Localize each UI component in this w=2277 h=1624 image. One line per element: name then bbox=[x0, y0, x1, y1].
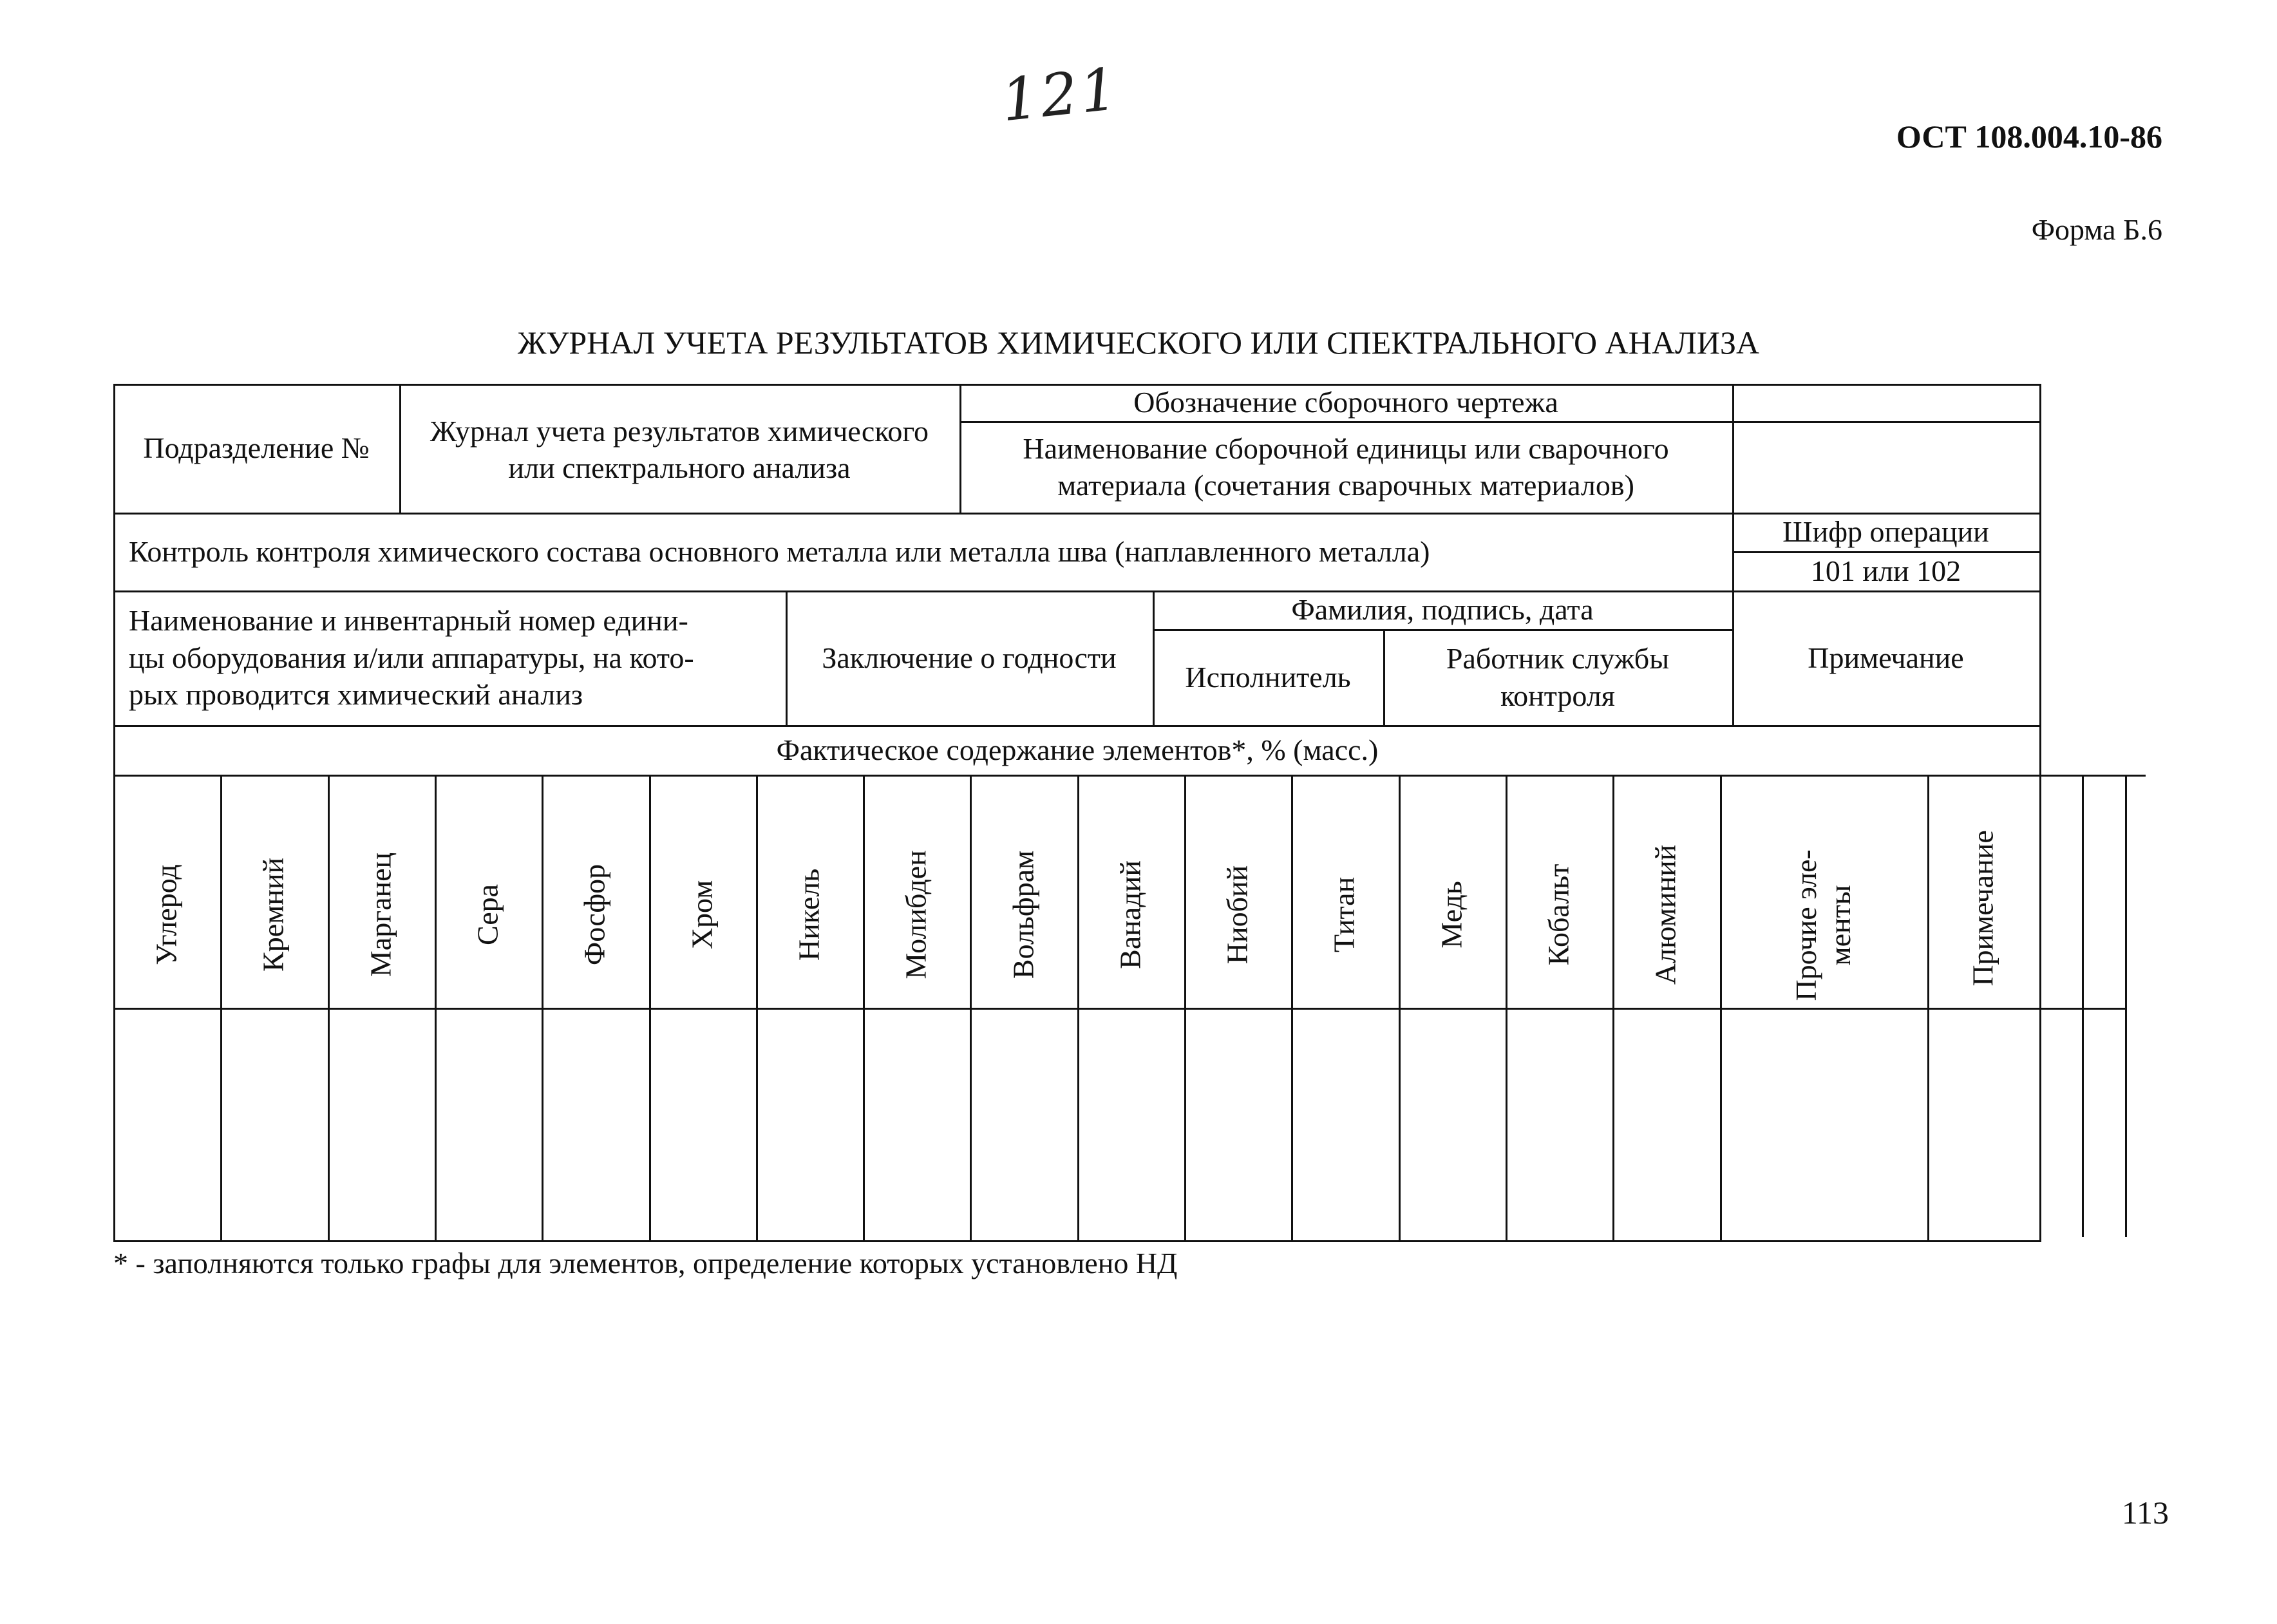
element-value-cell[interactable] bbox=[542, 1008, 648, 1240]
element-value-cell[interactable] bbox=[1612, 1008, 1719, 1240]
element-value-cell[interactable] bbox=[970, 1008, 1077, 1240]
element-value-cell[interactable] bbox=[1399, 1008, 1506, 1240]
elements-note-column: Примечание bbox=[1966, 830, 1999, 987]
element-column-8: Молибден bbox=[899, 850, 932, 979]
element-value-cell[interactable] bbox=[1927, 1008, 2039, 1240]
journal-name-cell: Журнал учета результатов химического или спектрального анализа bbox=[430, 414, 929, 484]
assembly-drawing-value[interactable] bbox=[1732, 384, 2039, 421]
control-worker-cell: Работник службы контроля bbox=[1446, 642, 1670, 712]
assembly-name-cell: Наименование сборочной единицы или сварочного материала (сочетания сварочных материалов) bbox=[1023, 431, 1669, 502]
operation-code-label: Шифр операции bbox=[1782, 515, 1989, 549]
element-column-12: Титан bbox=[1327, 876, 1361, 953]
element-value-cell[interactable] bbox=[1506, 1008, 1612, 1240]
handwritten-page-number: 121 bbox=[998, 55, 1123, 135]
assembly-name-value[interactable] bbox=[1732, 421, 2039, 513]
element-column-9: Вольфрам bbox=[1006, 850, 1040, 979]
element-column-4: Сера bbox=[471, 883, 504, 945]
element-value-cell[interactable] bbox=[220, 1008, 327, 1240]
element-value-cell[interactable] bbox=[1184, 1008, 1291, 1240]
element-column-13: Медь bbox=[1435, 881, 1468, 949]
conclusion-cell: Заключение о годности bbox=[822, 641, 1117, 674]
assembly-drawing-cell: Обозначение сборочного чертежа bbox=[1133, 386, 1558, 419]
subdivision-cell: Подразделение № bbox=[143, 431, 370, 465]
element-value-cell[interactable] bbox=[435, 1008, 542, 1240]
other-elements-line: Прочие эле- bbox=[1789, 849, 1822, 1001]
performer-cell: Исполнитель bbox=[1185, 660, 1351, 694]
element-column-5: Фосфор bbox=[578, 864, 611, 966]
element-value-cell[interactable] bbox=[1077, 1008, 1184, 1240]
control-text-cell: Контроль контроля химического состава основного металла или металла шва (наплавленного металла) bbox=[129, 534, 1430, 568]
element-value-cell[interactable] bbox=[756, 1008, 863, 1240]
element-value-cell[interactable] bbox=[649, 1008, 756, 1240]
operation-code-value: 101 или 102 bbox=[1810, 554, 1961, 587]
element-value-cell[interactable] bbox=[1720, 1008, 1928, 1240]
footnote: * - заполняются только графы для элементов, определение которых установлено НД bbox=[113, 1247, 1178, 1279]
equipment-line: цы оборудования и/или аппаратуры, на кото- bbox=[129, 641, 694, 674]
element-column-1: Углерод bbox=[149, 864, 183, 965]
note-cell: Примечание bbox=[1808, 641, 1964, 674]
equipment-line: рых проводится химический анализ bbox=[129, 678, 583, 712]
element-column-3: Марганец bbox=[364, 852, 397, 977]
element-column-10: Ванадий bbox=[1113, 860, 1147, 969]
element-column-7: Никель bbox=[792, 868, 826, 961]
form-label: Форма Б.6 bbox=[2031, 213, 2162, 246]
element-column-14: Кобальт bbox=[1542, 864, 1575, 966]
document-title: ЖУРНАЛ УЧЕТА РЕЗУЛЬТАТОВ ХИМИЧЕСКОГО ИЛИ СПЕКТРАЛЬНОГО АНАЛИЗА bbox=[517, 325, 1760, 361]
element-column-2: Кремний bbox=[256, 857, 290, 972]
signatures-cell: Фамилия, подпись, дата bbox=[1291, 593, 1594, 627]
standard-code: ОСТ 108.004.10-86 bbox=[1896, 118, 2162, 155]
other-elements-line: менты bbox=[1823, 885, 1857, 966]
page-number: 113 bbox=[2121, 1495, 2169, 1531]
equipment-line: Наименование и инвентарный номер едини- bbox=[129, 604, 688, 637]
equipment-cell bbox=[113, 590, 786, 725]
element-value-cell[interactable] bbox=[863, 1008, 970, 1240]
elements-header-cell: Фактическое содержание элементов*, % (масс.) bbox=[776, 733, 1379, 766]
element-value-cell[interactable] bbox=[328, 1008, 435, 1240]
element-value-cell[interactable] bbox=[1291, 1008, 1398, 1240]
element-value-cell[interactable] bbox=[113, 1008, 220, 1240]
element-column-6: Хром bbox=[685, 880, 719, 950]
element-column-15: Алюминий bbox=[1649, 844, 1682, 985]
element-column-11: Ниобий bbox=[1220, 865, 1254, 965]
